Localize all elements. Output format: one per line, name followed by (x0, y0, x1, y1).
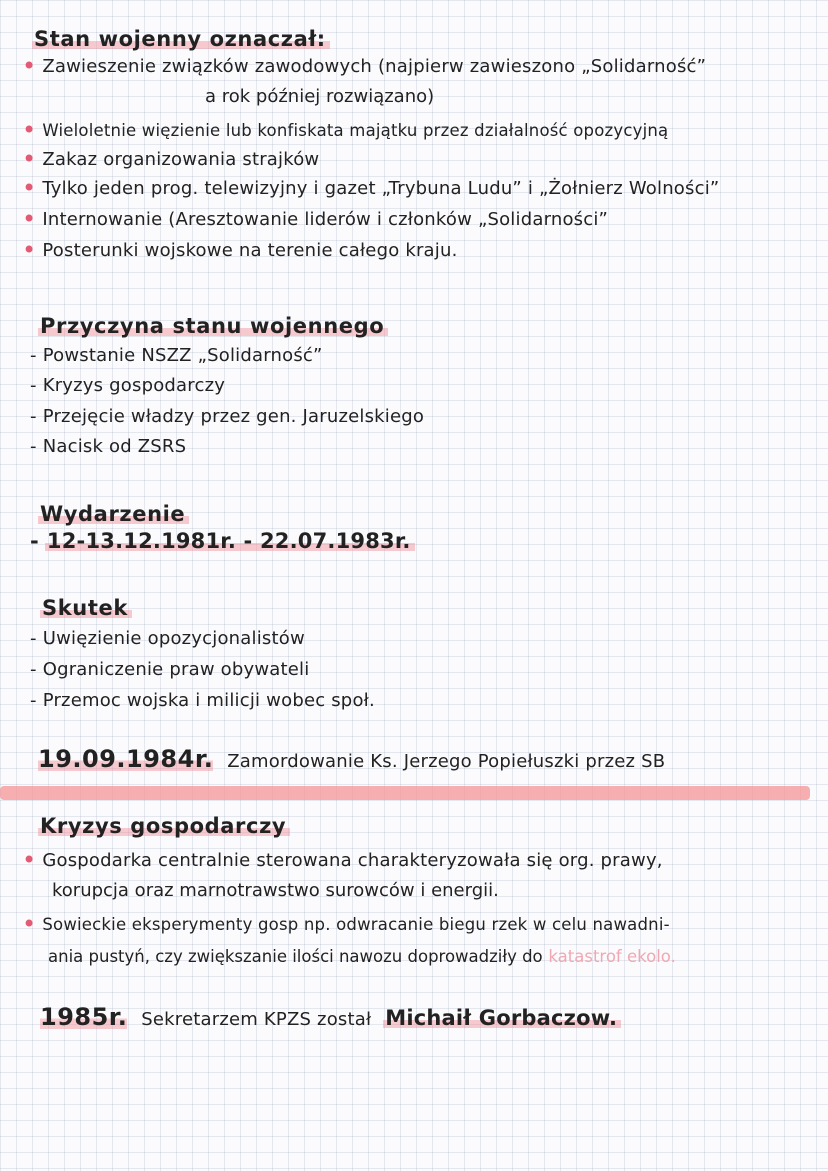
list-item: - Ograniczenie praw obywateli (30, 659, 310, 680)
dash-bullet: - (30, 375, 37, 396)
section-divider-band (0, 786, 810, 800)
section-title-stan-wojenny: Stan wojenny oznaczał: (32, 28, 330, 50)
dash-bullet: - (30, 628, 37, 649)
list-item: - Uwięzienie opozycjonalistów (30, 628, 305, 649)
highlighted-text: katastrof ekolo. (548, 947, 676, 966)
list-item-continuation: ania pustyń, czy zwiększanie ilości nawozu doprowadziły do katastrof ekolo. (48, 947, 676, 966)
dash-bullet: - (30, 406, 37, 427)
event-dates: - 12-13.12.1981r. - 22.07.1983r. (30, 530, 415, 552)
event-1984 (38, 745, 666, 773)
dash-bullet: - (30, 436, 37, 457)
event-1985-name: Michaił Gorbaczow. (383, 1006, 621, 1030)
dash-bullet: - (30, 690, 37, 711)
bullet-icon: • (22, 910, 37, 938)
list-item: - Przejęcie władzy przez gen. Jaruzelskiego (30, 406, 425, 427)
dash-bullet: - (30, 345, 37, 366)
event-1985 (40, 1003, 621, 1031)
bullet-icon: • (22, 846, 37, 874)
list-item: - Kryzys gospodarczy (30, 375, 226, 396)
event-1985-date: 1985r. (40, 1003, 128, 1031)
list-item: - Przemoc wojska i milicji wobec społ. (30, 690, 375, 711)
bullet-icon: • (22, 174, 37, 202)
section-title-skutek: Skutek (40, 597, 132, 619)
bullet-icon: • (22, 236, 37, 264)
bullet-icon: • (22, 116, 37, 144)
list-item: • Gospodarka centralnie sterowana charakteryzowała się org. prawy, (22, 846, 663, 874)
list-item-continuation: korupcja oraz marnotrawstwo surowców i energii. (52, 880, 499, 901)
event-1985-text: Sekretarzem KPZS został (141, 1009, 372, 1030)
section-title-przyczyna: Przyczyna stanu wojennego (38, 315, 388, 337)
bullet-icon: • (22, 205, 37, 233)
bullet-icon: • (22, 145, 37, 173)
list-item: • Zawieszenie związków zawodowych (najpierw zawieszono „Solidarność” (22, 52, 707, 80)
list-item: • Zakaz organizowania strajków (22, 145, 320, 173)
dash-bullet: - (30, 529, 39, 553)
list-item: - Nacisk od ZSRS (30, 436, 187, 457)
list-item: • Internowanie (Aresztowanie liderów i członków „Solidarności” (22, 205, 609, 233)
bullet-icon: • (22, 52, 37, 80)
list-item-continuation: a rok później rozwiązano) (205, 86, 435, 107)
list-item: • Sowieckie eksperymenty gosp np. odwracanie biegu rzek w celu nawadni- (22, 910, 670, 938)
section-title-kryzys: Kryzys gospodarczy (38, 815, 290, 837)
event-1984-date: 19.09.1984r. (38, 745, 214, 773)
list-item: • Tylko jeden prog. telewizyjny i gazet „Trybuna Ludu” i „Żołnierz Wolności” (22, 174, 720, 202)
section-title-wydarzenie: Wydarzenie (38, 503, 189, 525)
list-item: • Posterunki wojskowe na terenie całego kraju. (22, 236, 458, 264)
event-1984-text: Zamordowanie Ks. Jerzego Popiełuszki przez SB (227, 751, 666, 772)
dash-bullet: - (30, 659, 37, 680)
list-item: - Powstanie NSZZ „Solidarność” (30, 345, 323, 366)
list-item: • Wieloletnie więzienie lub konfiskata majątku przez działalność opozycyjną (22, 116, 669, 144)
